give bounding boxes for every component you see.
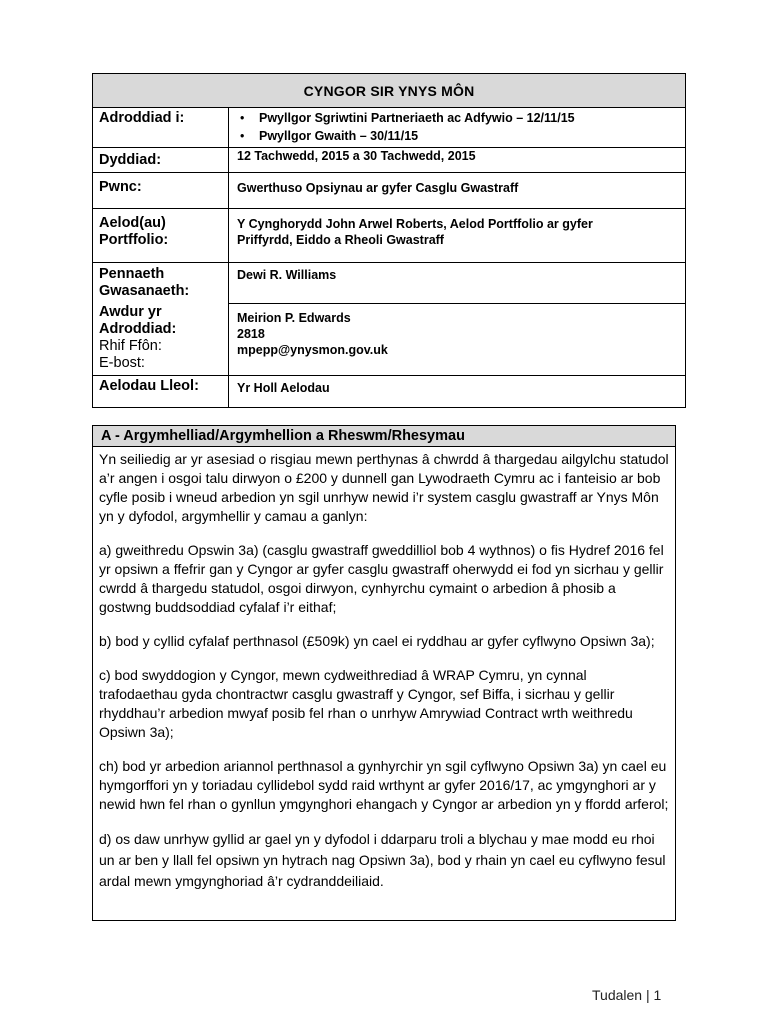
report-to-list xyxy=(229,108,685,144)
portfolio-label-line: Aelod(au) xyxy=(99,215,166,231)
portfolio-value xyxy=(229,209,685,252)
author-label-line: Adroddiad: xyxy=(99,321,177,337)
portfolio-label-line: Portffolio: xyxy=(99,232,169,248)
phone-label: Rhif Ffôn: xyxy=(99,338,162,354)
author-label-line: Awdur yr xyxy=(99,304,162,320)
author-label xyxy=(93,303,228,375)
recommendation-a: a) gweithredu Opswin 3a) (casglu gwastraff gweddilliol bob 4 wythnos) o fis Hydref 2016 fel yr opsiwn a ffefrir gan y Cyngor ar gyfer casglu gwastraff oherwydd ei fod yn sicrhau y gellir cwrdd â thargedu statudol, osgoi dirwyon, cynhyrchu cymaint o arbedion â phosib a gostwng buddsoddiad cyfalaf i’r eithaf; xyxy=(99,542,664,615)
recommendation-b: b) bod y cyllid cyfalaf perthnasol (£509k) yn cael ei ryddhau ar gyfer cyflwyno Opsiwn 3a); xyxy=(99,633,655,649)
report-to-label-cell xyxy=(93,108,229,148)
subject-value: Gwerthuso Opsiynau ar gyfer Casglu Gwastraff xyxy=(237,181,519,195)
date-label: Dyddiad: xyxy=(99,152,162,168)
author-name: Meirion P. Edwards xyxy=(237,310,351,325)
portfolio-label-cell xyxy=(93,209,229,263)
head-of-service-label xyxy=(93,263,228,303)
author-phone: 2818 xyxy=(237,326,265,341)
head-of-service-label-line: Pennaeth xyxy=(99,266,165,282)
local-members-value-cell xyxy=(229,376,686,408)
report-to-item: • Pwyllgor Gwaith – 30/11/15 xyxy=(237,128,685,144)
recommendations-intro: Yn seiliedig ar yr asesiad o risgiau mewn perthynas â chwrdd â thargedau ailgylchu statudol a’r angen i osgoi talu dirwyon o £200 y dunnell gan Lywodraeth Cymru ac i fanteisio ar bob cyfle posib i wneud arbedion yn sgil unrhyw newid i’r system casglu gwastraff ar Ynys Môn yn y dyfodol, argymhellir y camau a ganlyn: xyxy=(99,451,669,524)
page-number: Tudalen | 1 xyxy=(592,987,662,1003)
report-to-item: • Pwyllgor Sgriwtini Partneriaeth ac Adfywio – 12/11/15 xyxy=(237,108,685,128)
subject-label: Pwnc: xyxy=(99,179,142,195)
recommendations-title: A - Argymhelliad/Argymhellion a Rheswm/Rhesymau xyxy=(93,426,675,447)
recommendation-ch: ch) bod yr arbedion ariannol perthnasol a gynhyrchir yn sgil cyflwyno Opsiwn 3a) yn cael eu hymgorffori yn y toriadau cyllidebol sydd raid wrthynt ar gyfer 2016/17, ac ymgynghori ar y newid hwn fel rhan o gynllun ymgynghori ehangach y Cyngor ar arbedion yn y ffordd arferol; xyxy=(99,758,669,812)
author-label-cell xyxy=(93,303,229,376)
recommendation-c: c) bod swyddogion y Cyngor, mewn cydweithrediad â WRAP Cymru, yn cynnal trafodaethau gyda chontractwr casglu gwastraff y Cyngor, sef Biffa, i sicrhau y gellir rhyddhau’r arbedion mwyaf posib fel rhan o unrhyw Amrywiad Contract wrth weithredu Opsiwn 3a); xyxy=(99,667,633,740)
head-of-service-value-cell xyxy=(229,263,686,304)
author-value-cell xyxy=(229,303,686,376)
recommendation-d: d) os daw unrhyw gyllid ar gael yn y dyfodol i ddarparu troli a blychau y mae modd eu rhoi un ar ben y llall fel opsiwn yn hytrach nag Opsiwn 3a), bod y rhain yn cael eu cyflwyno fesul ardal mewn ymgynghoriad â’r cydranddeiliaid. xyxy=(99,831,666,889)
report-to-value-cell xyxy=(229,108,686,148)
date-value: 12 Tachwedd, 2015 a 30 Tachwedd, 2015 xyxy=(237,149,476,163)
head-of-service-value: Dewi R. Williams xyxy=(237,268,337,282)
report-to-label: Adroddiad i: xyxy=(99,110,185,126)
email-label: E-bost: xyxy=(99,355,145,371)
portfolio-value-line: Y Cynghorydd John Arwel Roberts, Aelod Portffolio ar gyfer xyxy=(237,217,593,231)
head-of-service-label-line: Gwasanaeth: xyxy=(99,283,190,299)
portfolio-label xyxy=(93,209,228,252)
date-value-cell xyxy=(229,148,686,173)
local-members-value: Yr Holl Aelodau xyxy=(237,381,330,395)
recommendations-section xyxy=(92,425,676,921)
author-value xyxy=(229,304,685,362)
head-of-service-label-cell xyxy=(93,263,229,304)
report-info-table xyxy=(92,73,686,408)
portfolio-value-cell xyxy=(229,209,686,263)
author-email: mpepp@ynysmon.gov.uk xyxy=(237,342,388,357)
recommendations-body xyxy=(93,447,675,892)
local-members-label: Aelodau Lleol: xyxy=(99,378,199,394)
subject-label-cell xyxy=(93,173,229,209)
date-label-cell xyxy=(93,148,229,173)
council-title: CYNGOR SIR YNYS MÔN xyxy=(93,74,686,108)
local-members-label-cell xyxy=(93,376,229,408)
subject-value-cell xyxy=(229,173,686,209)
portfolio-value-line: Priffyrdd, Eiddo a Rheoli Gwastraff xyxy=(237,233,444,247)
